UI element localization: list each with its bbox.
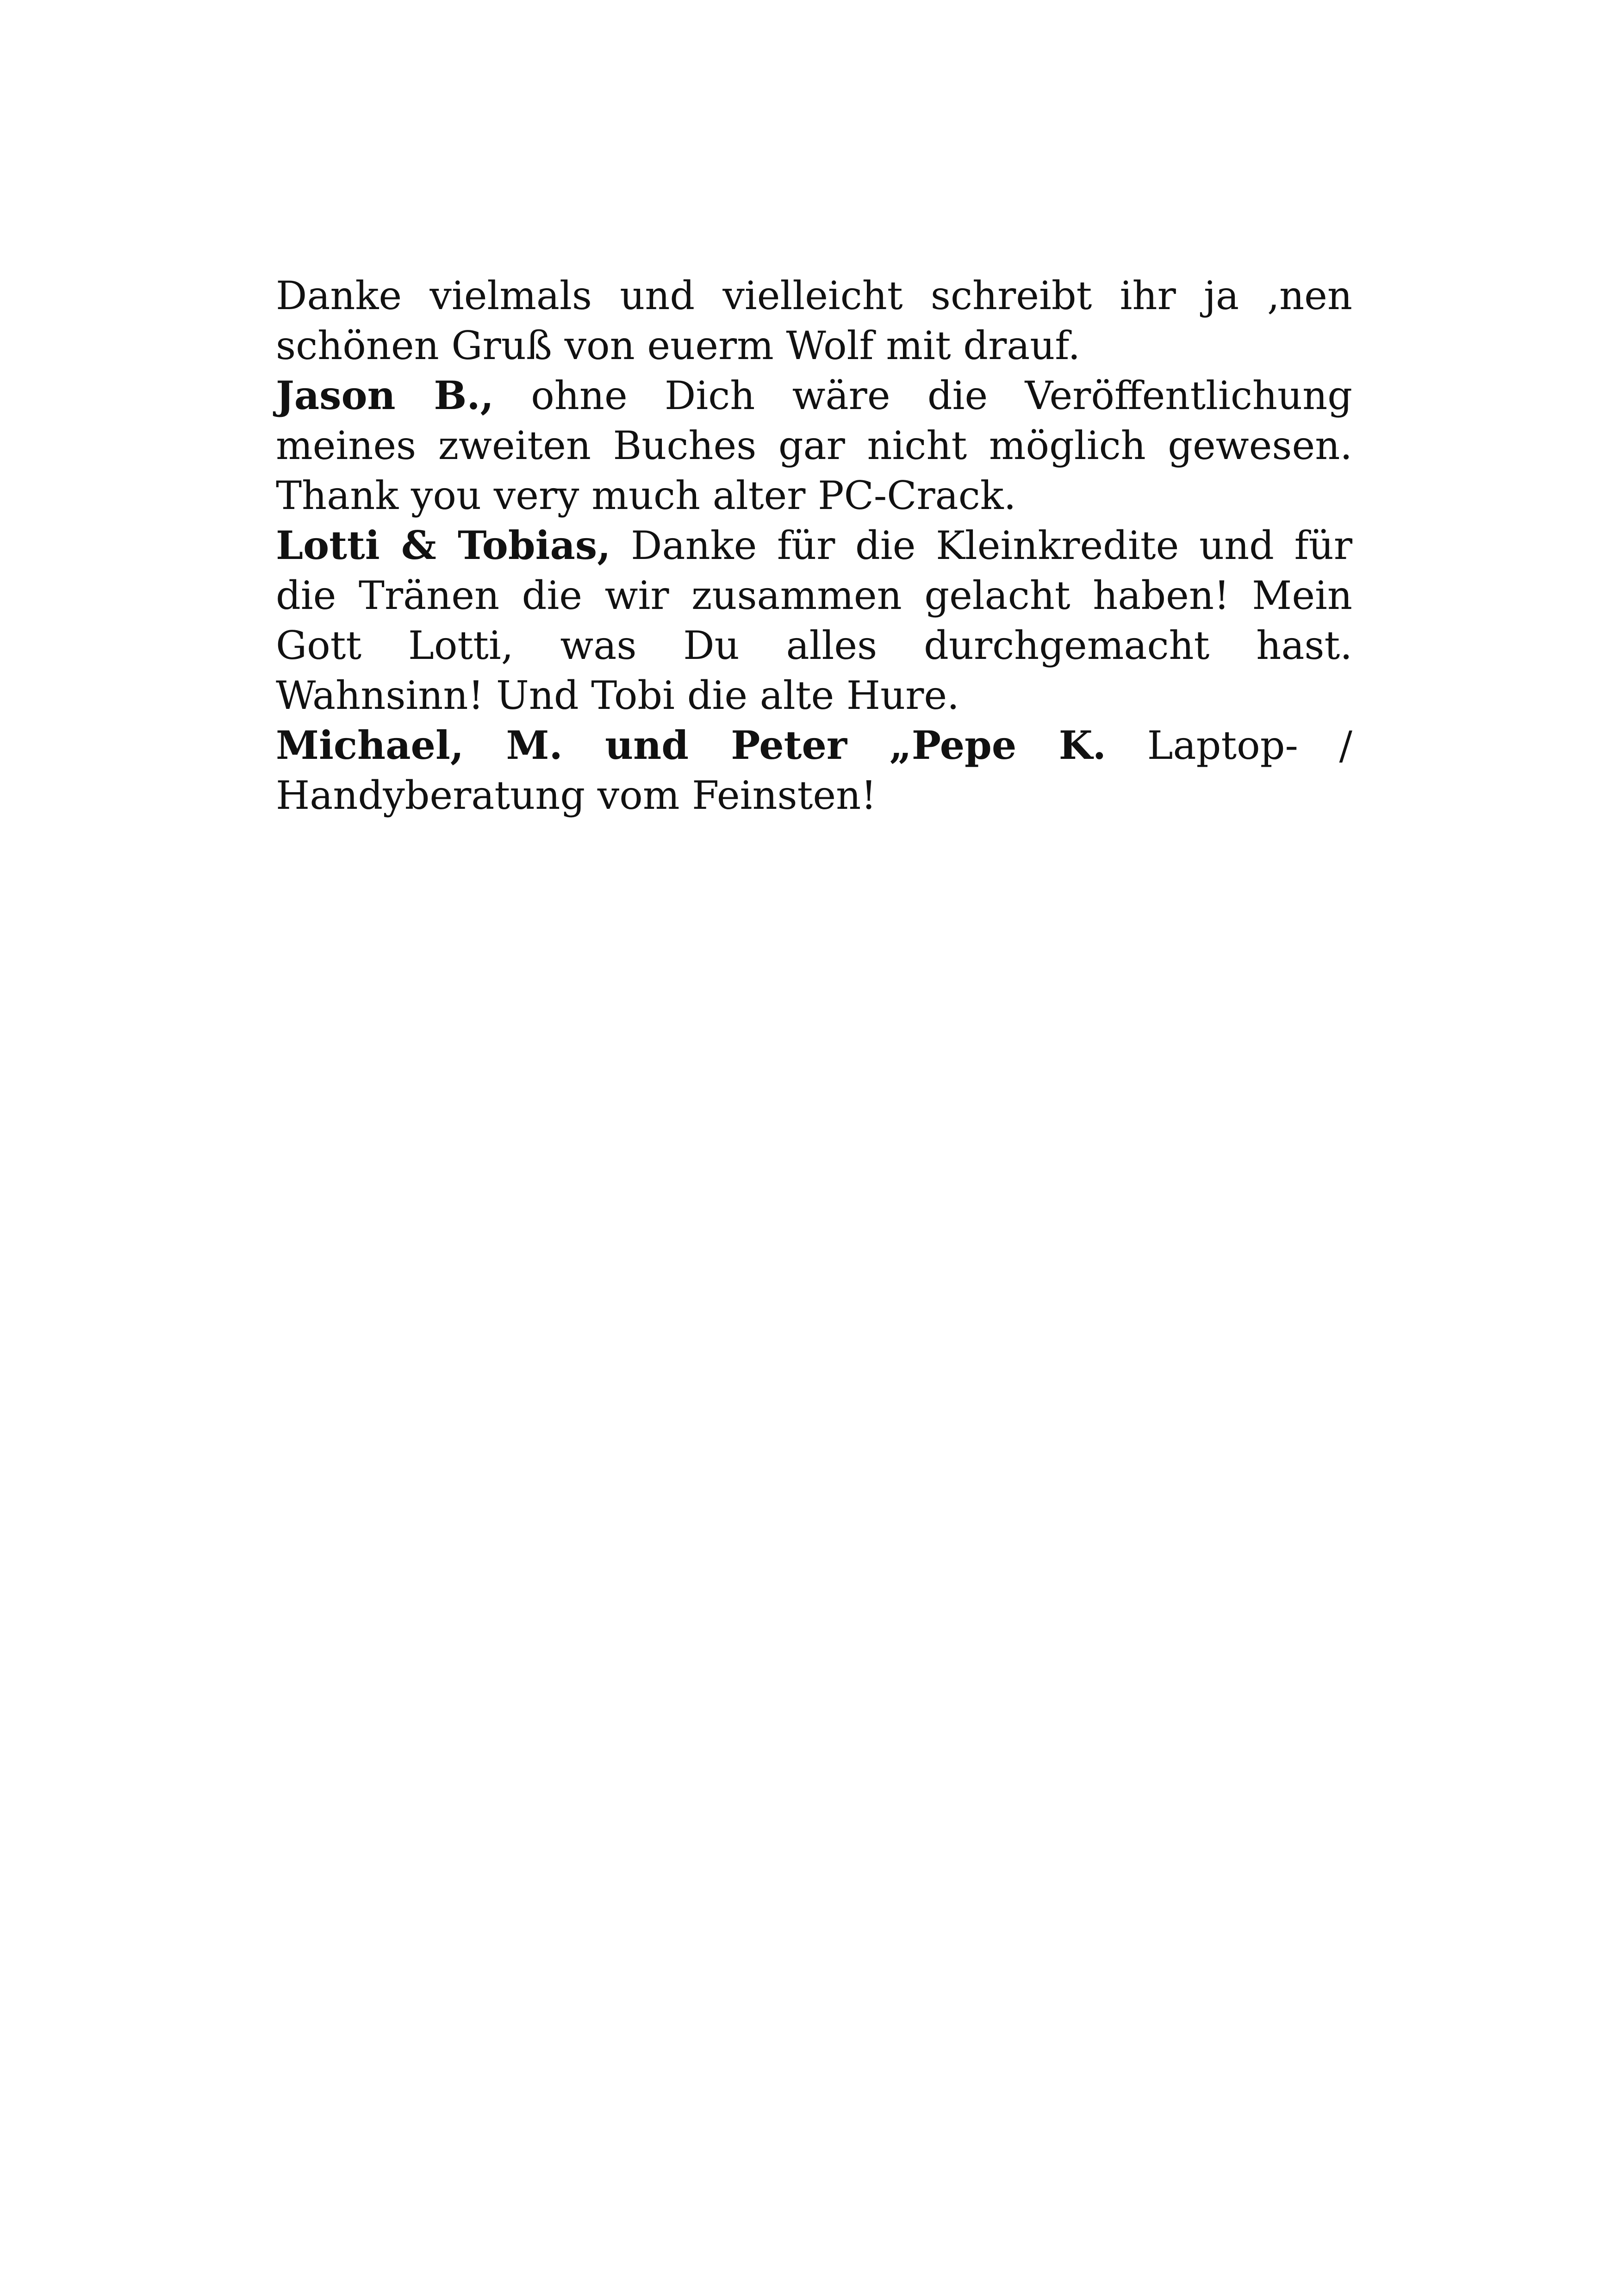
acknowledgements-text [276, 271, 1352, 820]
paragraph-text: Danke vielmals und vielleicht schreibt ihr ja ‚nen schönen Gruß von euerm Wolf mit drauf. [276, 273, 1352, 368]
paragraph-lotti-tobias [276, 521, 1352, 720]
paragraph-text: Laptop- / Handyberatung vom Feinsten! [276, 723, 1352, 818]
paragraph-text: ohne Dich wäre die Veröffentlichung meines zweiten Buches gar nicht möglich gewesen. Thank you very much alter PC-Crack. [276, 373, 1352, 518]
person-name: Jason B., [276, 372, 494, 418]
person-name: Lotti & Tobias, [276, 522, 611, 568]
paragraph-thanks [276, 271, 1352, 371]
paragraph-text: Danke für die Kleinkredite und für die Tränen die wir zusammen gelacht haben! Mein Gott Lotti, was Du alles durchgemacht hast. Wahnsinn! Und Tobi die alte Hure. [276, 523, 1353, 718]
person-name: Michael, M. und Peter „Pepe K. [276, 722, 1106, 768]
paragraph-michael-peter [276, 720, 1352, 820]
paragraph-jason [276, 371, 1352, 521]
